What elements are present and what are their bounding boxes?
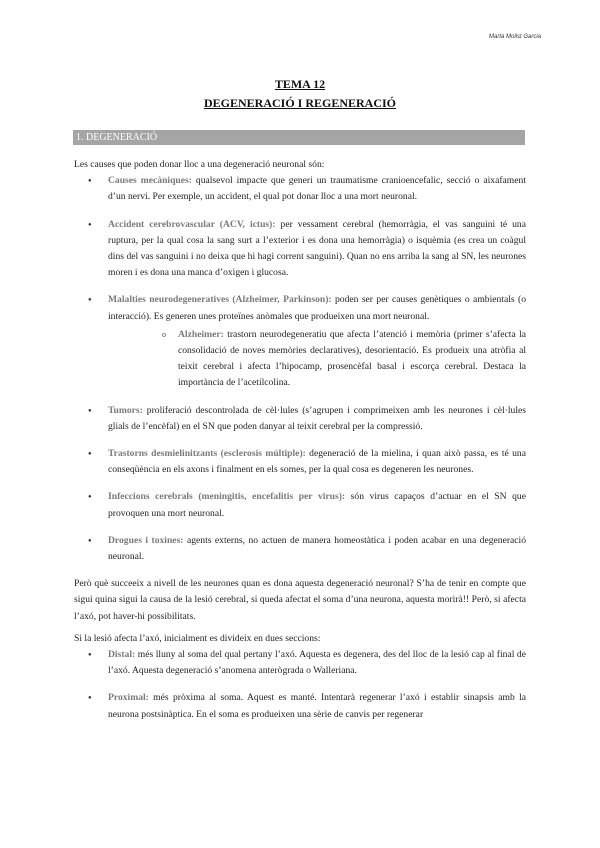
cause-term: Malalties neurodegeneratives (Alzheimer, Parkinson): [108, 294, 332, 306]
cause-text: són virus capaços d’actuar en el SN que provoquen una mort neuronal. [108, 491, 526, 519]
list-item [74, 533, 526, 565]
section-term: Proximal: [108, 692, 149, 704]
cause-text: per vessament cerebral (hemorràgia, el vas sanguini té una ruptura, per la qual cosa la sang surt a l’exterior i es dona una hemorràgia) o isquèmia (es crea un coàgul dins del vas sanguini i no deixa que hi hagi corrent sanguini). Quan no ens arriba la sang al SN, les neurones moren i es dona una manca d’oxigen i glucosa. [108, 218, 526, 279]
cause-term: Drogues i toxines: [108, 534, 184, 546]
intro-paragraph: Les causes que poden donar lloc a una degeneració neuronal són: [74, 159, 325, 170]
cause-term: Tumors: [108, 404, 143, 416]
section-text: més pròxima al soma. Aquest es manté. Intentarà regenerar l’axó i establir sinapsis amb la neurona postsinàptica. En el soma es produeixen una sèrie de canvis per regenerar [108, 692, 526, 720]
cause-text: proliferació descontrolada de cèl·lules (s’agrupen i comprimeixen amb les neurones i cèl·lules glials de l’encèfal) en el SN que poden danyar al teixit cerebral per la compressió. [108, 404, 526, 432]
sections-list [74, 647, 526, 723]
cause-text: poden ser per causes genètiques o ambientals (o interacció). Es generen unes proteïnes anòmales que produeixen una mort neuronal. [108, 294, 526, 322]
causes-list [74, 173, 526, 565]
list-item [74, 647, 526, 679]
cause-term: Accident cerebrovascular (ACV, ictus): [108, 218, 276, 230]
subcause-text: trastorn neurodegeneratiu que afecta l’atenció i memòria (primer s’afecta la consolidació de noves memòries declaratives), desorientació. Es produeix una atròfia al teixit cerebral i afecta l’hipocamp, prosencèfal basal i escorça cerebral. Destaca la importància de l’acetilcolina. [178, 328, 526, 389]
list-item [74, 446, 526, 478]
cause-text: qualsevol impacte que generi un traumatisme cranioencefalic, secció o aixafament d’un nervi. Per exemple, un accident, el qual pot donar lloc a una mort neuronal. [108, 175, 526, 203]
list-item [74, 403, 526, 435]
subcause-term: Alzheimer: [178, 328, 224, 340]
cause-text: degeneració de la mielina, i quan això passa, es té una conseqüència en els axons i finalment en els somes, per la qual cosa es degeneren les neurones. [108, 448, 526, 476]
list-item [74, 489, 526, 521]
topic-subtitle: DEGENERACIÓ I REGENERACIÓ [203, 96, 397, 110]
body-paragraph: Si la lesió afecta l’axó, inicialment es divideix en dues seccions: [74, 632, 321, 644]
section-heading: 1. DEGENERACIÓ [73, 130, 525, 145]
list-item [74, 690, 526, 722]
sub-list-item [108, 327, 526, 392]
section-text: més lluny al soma del qual pertany l’axó. Aquesta es degenera, des del lloc de la lesió cap al final de l’axó. Aquesta degeneració s’anomena anterògrada o Walleriana. [108, 649, 526, 677]
section-term: Distal: [108, 649, 136, 661]
cause-term: Causes mecàniques: [108, 175, 192, 187]
body-paragraph: Però què succeeix a nivell de les neurones quan es dona aquesta degeneració neuronal? S’ha de tenir en compte que sigui quina sigui la causa de la lesió cerebral, si queda afectat el soma d’una neurona, aquesta morirà!! Però, si afecta l’axó, pot haver-hi possibilitats. [74, 578, 526, 622]
list-item [74, 173, 526, 205]
cause-text: agents externs, no actuen de manera homeostàtica i poden acabar en una degeneració neuronal. [108, 534, 526, 563]
document-body [74, 157, 526, 734]
cause-term: Trastorns desmielinitzants (esclerosis múltiple): [108, 448, 306, 460]
list-item [74, 217, 526, 282]
list-item [74, 292, 526, 391]
topic-title: TEMA 12 [274, 77, 326, 91]
author-name: Marta Molist Garcia [488, 34, 541, 40]
sub-list [108, 327, 526, 392]
cause-term: Infeccions cerebrals (meningitis, encefalitis per virus): [108, 491, 346, 503]
